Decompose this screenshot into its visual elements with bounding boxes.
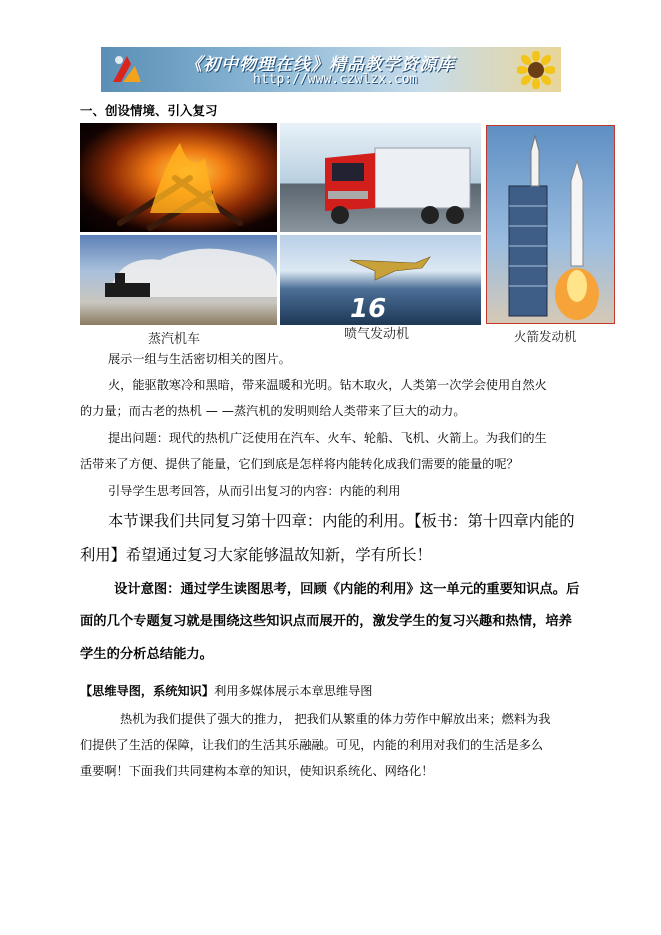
caption-rocket-engine: 火箭发动机 bbox=[514, 329, 577, 344]
photo-rocket bbox=[486, 125, 615, 324]
mind-map-text: 利用多媒体展示本章思维导图 bbox=[214, 684, 373, 698]
paragraph-design-intent-line1: 设计意图：通过学生读图思考，回顾《内能的利用》这一单元的重要知识点。后 bbox=[114, 582, 580, 597]
paragraph-heat-engine-line3: 重要啊！下面我们共同建构本章的知识，使知识系统化、网络化！ bbox=[80, 764, 434, 778]
paragraph-review-line2: 利用】希望通过复习大家能够温故知新，学有所长！ bbox=[80, 546, 432, 564]
photo-steam-train bbox=[80, 235, 277, 325]
paragraph-guide: 引导学生思考回答，从而引出复习的内容：内能的利用 bbox=[108, 484, 401, 498]
section-heading: 一、创设情境、引入复习 bbox=[80, 103, 218, 118]
caption-steam-train: 蒸汽机车 bbox=[148, 332, 201, 347]
paragraph-design-intent-line2: 面的几个专题复习就是围绕这些知识点而展开的，激发学生的复习兴趣和热情，培养 bbox=[80, 614, 572, 629]
paragraph-fire-line2: 的力量；而古老的热机 — —蒸汽机的发明则给人类带来了巨大的动力。 bbox=[80, 404, 466, 418]
banner-title: 《初中物理在线》精品教学资源库 bbox=[185, 55, 455, 75]
photo-fire bbox=[80, 123, 277, 232]
paragraph-design-intent-line3: 学生的分析总结能力。 bbox=[80, 647, 213, 662]
paragraph-heat-engine-line1: 热机为我们提供了强大的推力， 把我们从繁重的体力劳作中解放出来；燃料为我 bbox=[120, 712, 551, 726]
logo-icon bbox=[109, 52, 145, 88]
paragraph-mind-map bbox=[80, 681, 373, 702]
paragraph-review-line1: 本节课我们共同复习第十四章：内能的利用。【板书：第十四章内能的 bbox=[108, 512, 575, 530]
photo-jet bbox=[280, 235, 481, 325]
banner-url: http://www.czwlzx.com bbox=[253, 72, 418, 87]
sunflower-icon bbox=[517, 51, 555, 89]
paragraph-heat-engine-line2: 们提供了生活的保障，让我们的生活其乐融融。可见，内能的利用对我们的生活是多么 bbox=[80, 738, 544, 752]
deck-marking: 16 bbox=[350, 294, 387, 324]
mind-map-label: 【思维导图，系统知识】 bbox=[80, 684, 215, 698]
paragraph-question-line1: 提出问题：现代的热机广泛使用在汽车、火车、轮船、飞机、火箭上。为我们的生 bbox=[108, 431, 547, 445]
photo-truck bbox=[280, 123, 481, 232]
header-banner bbox=[101, 47, 561, 92]
paragraph-question-line2: 活带来了方便、提供了能量，它们到底是怎样将内能转化成我们需要的能量的呢？ bbox=[80, 457, 519, 471]
caption-jet-engine: 喷气发动机 bbox=[344, 327, 410, 342]
paragraph-fire-line1: 火，能驱散寒冷和黑暗，带来温暖和光明。钻木取火，人类第一次学会使用自然火 bbox=[108, 378, 547, 392]
paragraph-show-pictures: 展示一组与生活密切相关的图片。 bbox=[108, 352, 291, 366]
